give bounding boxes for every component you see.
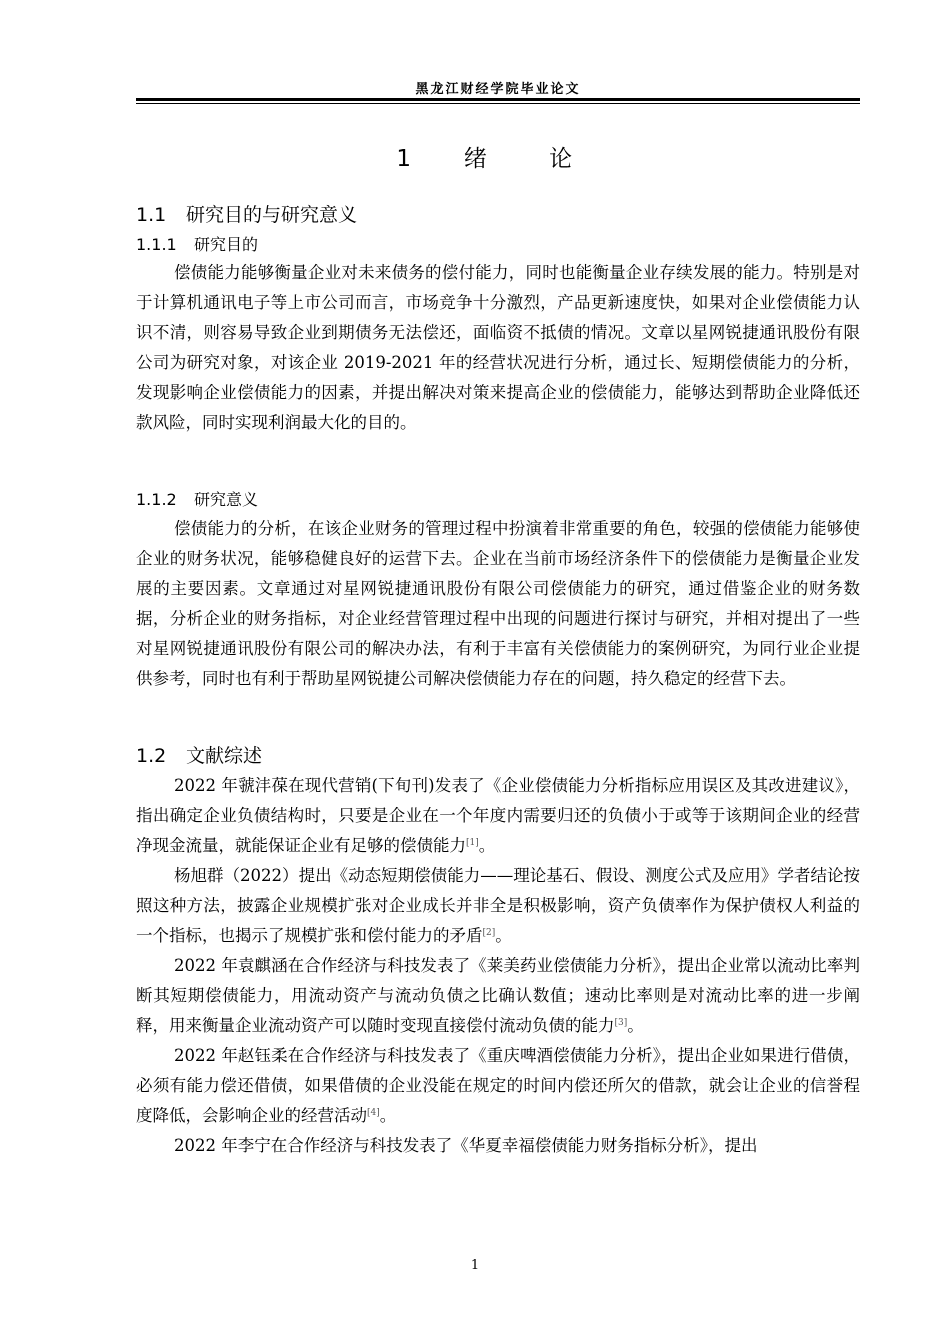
subsection-number: 1.1.1 bbox=[136, 235, 177, 254]
sentence-end: 。 bbox=[627, 1016, 644, 1035]
literature-text: 2022 年赵钰柔在合作经济与科技发表了《重庆啤酒偿债能力分析》，提出企业如果进行借债，必须有能力偿还借债，如果借债的企业没能在规定的时间内偿还所欠的借款，就会让企业的信誉程度降低，会影响企业的经营活动 bbox=[136, 1046, 860, 1125]
section-heading-1-1 bbox=[136, 200, 357, 227]
paragraph-research-significance: 偿债能力的分析，在该企业财务的管理过程中扮演着非常重要的角色，较强的偿债能力能够使企业的财务状况，能够稳健良好的运营下去。企业在当前市场经济条件下的偿债能力是衡量企业发展的主要因素。文章通过对星网锐捷通讯股份有限公司偿债能力的研究，通过借鉴企业的财务数据，分析企业的财务指标，对企业经营管理过程中出现的问题进行探讨与研究，并相对提出了一些对星网锐捷通讯股份有限公司的解决办法，有利于丰富有关偿债能力的案例研究，为同行业企业提供参考，同时也有利于帮助星网锐捷公司解决偿债能力存在的问题，持久稳定的经营下去。 bbox=[136, 519, 860, 688]
page-header: 黑龙江财经学院毕业论文 bbox=[415, 82, 581, 97]
section-number: 1.2 bbox=[136, 745, 167, 767]
section-number: 1.1 bbox=[136, 204, 167, 226]
literature-paragraph-5 bbox=[136, 1131, 860, 1161]
header-rule-thin bbox=[136, 103, 860, 104]
literature-text: 2022 年虢沣葆在现代营销(下旬刊)发表了《企业偿债能力分析指标应用误区及其改进建议》，指出确定企业负债结构时，只要是企业在一个年度内需要归还的负债小于或等于该期间企业的经营净现金流量，就能保证企业有足够的偿债能力 bbox=[136, 776, 860, 855]
literature-paragraph-4 bbox=[136, 1041, 860, 1131]
header-rule-thick bbox=[136, 98, 860, 101]
citation-marker: [3] bbox=[614, 1018, 628, 1028]
sentence-end: 。 bbox=[495, 926, 512, 945]
subsection-heading-1-1-1 bbox=[136, 232, 258, 255]
subsection-number: 1.1.2 bbox=[136, 490, 177, 509]
literature-text: 2022 年袁麒涵在合作经济与科技发表了《莱美药业偿债能力分析》，提出企业常以流动比率判断其短期偿债能力，用流动资产与流动负债之比确认数值；速动比率则是对流动比率的进一步阐释，用来衡量企业流动资产可以随时变现直接偿付流动负债的能力 bbox=[136, 956, 860, 1035]
sentence-end: 。 bbox=[379, 1106, 397, 1125]
sentence-end: 。 bbox=[478, 836, 496, 855]
chapter-title-char-1: 绪 bbox=[463, 146, 487, 172]
page-number: 1 bbox=[470, 1258, 480, 1273]
subsection-title: 研究意义 bbox=[194, 490, 259, 509]
literature-paragraph-3 bbox=[136, 951, 860, 1041]
subsection-heading-1-1-2 bbox=[136, 487, 258, 510]
subsection-title: 研究目的 bbox=[194, 235, 259, 254]
citation-marker: [4] bbox=[367, 1108, 380, 1118]
section-heading-1-2 bbox=[136, 741, 262, 768]
section-title: 研究目的与研究意义 bbox=[186, 204, 358, 226]
literature-text: 杨旭群（2022）提出《动态短期偿债能力——理论基石、假设、测度公式及应用》学者结论按照这种方法，披露企业规模扩张对企业成长并非全是积极影响，资产负债率作为保护债权人利益的一个指标，也揭示了规模扩张和偿付能力的矛盾 bbox=[136, 866, 860, 945]
citation-marker: [2] bbox=[482, 928, 496, 938]
section-title: 文献综述 bbox=[186, 745, 263, 767]
citation-marker: [1] bbox=[466, 838, 479, 848]
chapter-number: 1 bbox=[396, 146, 411, 172]
literature-paragraph-2 bbox=[136, 861, 860, 951]
literature-text: 2022 年李宁在合作经济与科技发表了《华夏幸福偿债能力财务指标分析》，提出 bbox=[174, 1136, 758, 1155]
chapter-title bbox=[136, 140, 860, 173]
literature-paragraph-1 bbox=[136, 771, 860, 861]
literature-review bbox=[136, 771, 860, 1161]
chapter-title-char-2: 论 bbox=[549, 146, 573, 172]
paragraph-research-purpose: 偿债能力能够衡量企业对未来债务的偿付能力，同时也能衡量企业存续发展的能力。特别是对于计算机通讯电子等上市公司而言，市场竞争十分激烈，产品更新速度快，如果对企业偿债能力认识不清，则容易导致企业到期债务无法偿还，面临资不抵债的情况。文章以星网锐捷通讯股份有限公司为研究对象，对该企业 2019-2021 年的经营状况进行分析，通过长、短期偿债能力的分析，发现影响企业偿债能力的因素，并提出解决对策来提高企业的偿债能力，能够达到帮助企业降低还款风险，同时实现利润最大化的目的。 bbox=[136, 263, 860, 432]
